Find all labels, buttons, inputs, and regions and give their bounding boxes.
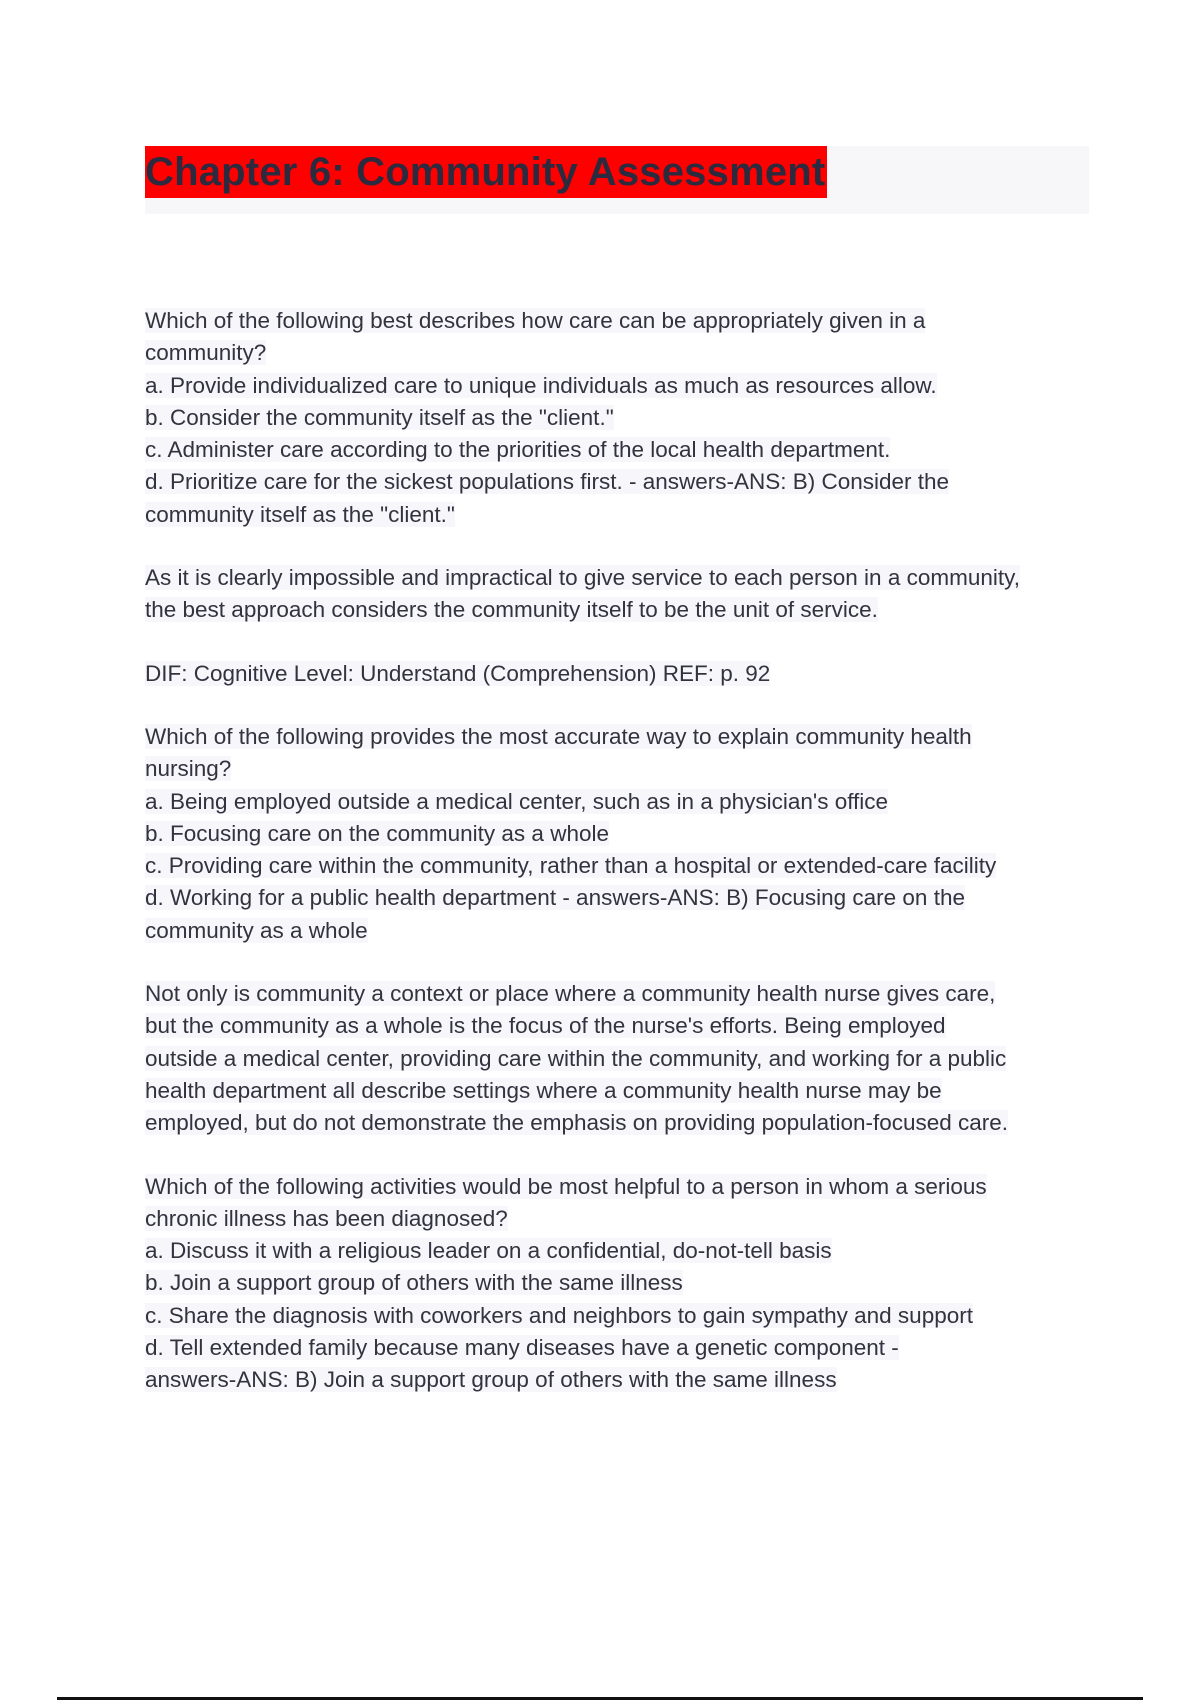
answer-option: a. Discuss it with a religious leader on a confidential, do-not-tell basis xyxy=(145,1238,832,1264)
answer-option: community itself as the "client." xyxy=(145,501,455,527)
title-highlight xyxy=(145,146,827,198)
answer-option: c. Administer care according to the priorities of the local health department. xyxy=(145,437,891,463)
page-title: Chapter 6: Community Assessment xyxy=(145,150,826,194)
difficulty-reference: DIF: Cognitive Level: Understand (Comprehension) REF: p. 92 xyxy=(145,660,771,686)
question-block-2 xyxy=(145,721,1095,947)
rationale-line: employed, but do not demonstrate the emphasis on providing population-focused care. xyxy=(145,1110,1009,1136)
answer-option: c. Providing care within the community, rather than a hospital or extended-care facility xyxy=(145,853,997,879)
document-body xyxy=(145,305,1095,1428)
rationale-line: but the community as a whole is the focus of the nurse's efforts. Being employed xyxy=(145,1013,946,1039)
question-text-line: community? xyxy=(145,340,267,366)
rationale-block-2 xyxy=(145,978,1095,1139)
question-block-3 xyxy=(145,1171,1095,1397)
answer-option: b. Focusing care on the community as a whole xyxy=(145,820,609,846)
answer-option: d. Tell extended family because many diseases have a genetic component - xyxy=(145,1335,899,1361)
question-text-line: Which of the following provides the most accurate way to explain community health xyxy=(145,723,972,749)
rationale-line: As it is clearly impossible and impractical to give service to each person in a community, xyxy=(145,565,1020,591)
answer-option: c. Share the diagnosis with coworkers and neighbors to gain sympathy and support xyxy=(145,1302,973,1328)
rationale-line: health department all describe settings where a community health nurse may be xyxy=(145,1077,942,1103)
answer-option: a. Provide individualized care to unique individuals as much as resources allow. xyxy=(145,372,937,398)
question-text-line: chronic illness has been diagnosed? xyxy=(145,1205,508,1231)
rationale-line: the best approach considers the community itself to be the unit of service. xyxy=(145,597,878,623)
answer-option: d. Prioritize care for the sickest populations first. - answers-ANS: B) Consider the xyxy=(145,469,950,495)
answer-option: a. Being employed outside a medical center, such as in a physician's office xyxy=(145,788,889,814)
meta-block-1 xyxy=(145,658,1095,690)
question-text-line: Which of the following best describes how care can be appropriately given in a xyxy=(145,308,926,333)
answer-option: b. Consider the community itself as the "client." xyxy=(145,404,614,430)
question-block-1 xyxy=(145,305,1095,531)
question-text-line: nursing? xyxy=(145,756,232,782)
rationale-block-1 xyxy=(145,562,1095,627)
answer-option: b. Join a support group of others with the same illness xyxy=(145,1270,683,1296)
answer-option: answers-ANS: B) Join a support group of others with the same illness xyxy=(145,1367,837,1393)
answer-option: community as a whole xyxy=(145,917,368,943)
rationale-line: Not only is community a context or place where a community health nurse gives care, xyxy=(145,981,996,1007)
rationale-line: outside a medical center, providing care within the community, and working for a public xyxy=(145,1045,1007,1071)
answer-option: d. Working for a public health department - answers-ANS: B) Focusing care on the xyxy=(145,885,965,911)
question-text-line: Which of the following activities would be most helpful to a person in whom a serious xyxy=(145,1173,987,1199)
